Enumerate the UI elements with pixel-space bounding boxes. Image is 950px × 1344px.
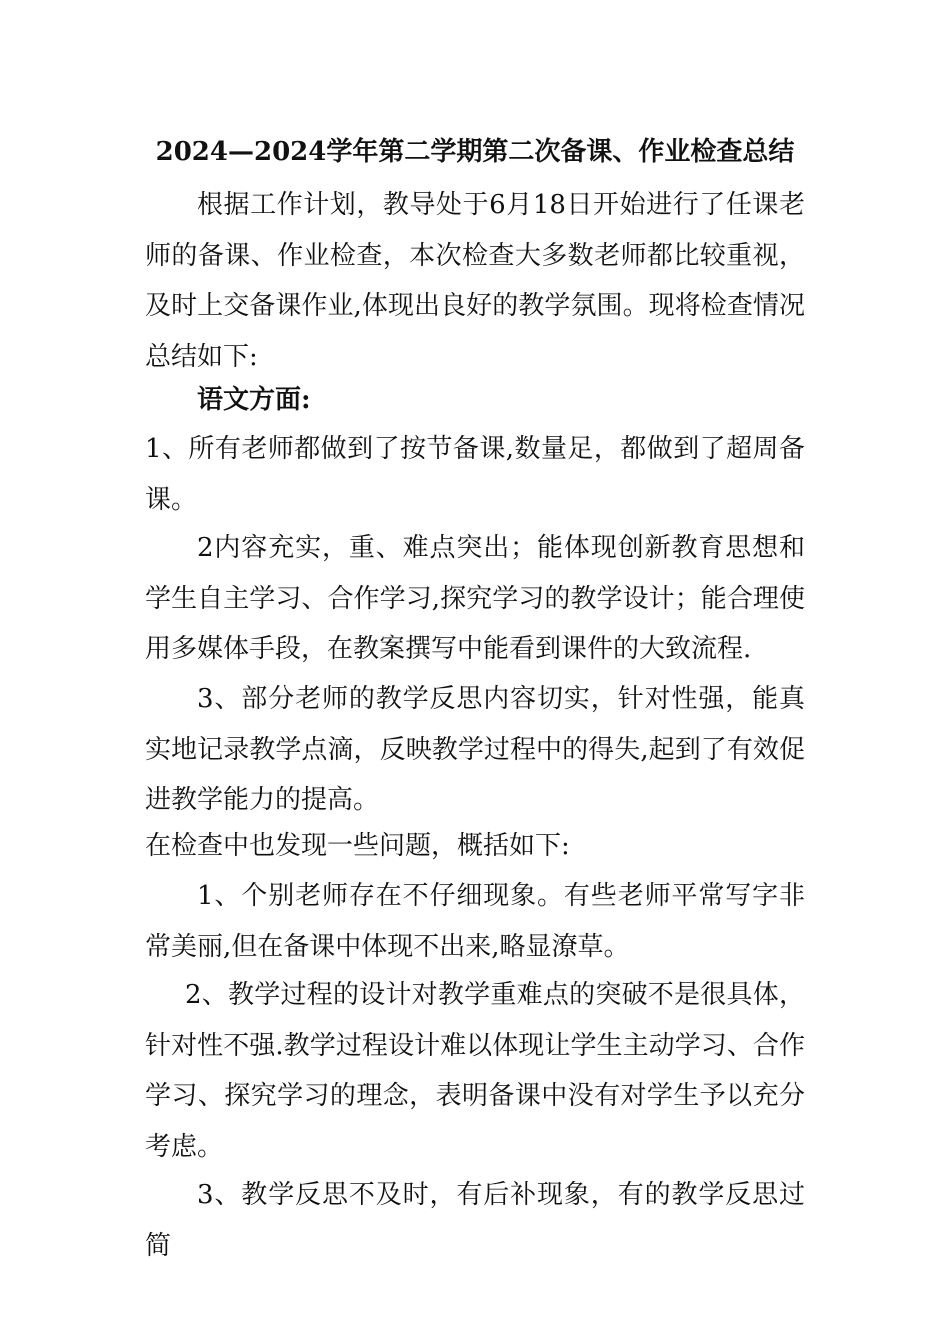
section-heading: 语文方面: [197,385,311,415]
list-item: 2内容充实，重、难点突出；能体现创新教育思想和学生自主学习、合作学习,探究学习的教学设计；能合理使用多媒体手段，在教案撰写中能看到课件的大致流程. [145,533,805,664]
list-item: 3、部分老师的教学反思内容切实，针对性强，能真实地记录教学点滴，反映教学过程中的得失,起到了有效促进教学能力的提高。 [145,684,805,815]
intro-paragraph: 根据工作计划，教导处于6月18日开始进行了任课老师的备课、作业检查，本次检查大多数老师都比较重视，及时上交备课作业,体现出良好的教学氛围。现将检查情况总结如下: [145,190,805,372]
document-title: 2024—2024学年第二学期第二次备课、作业检查总结 [155,137,795,167]
problem-item: 3、教学反思不及时，有后补现象，有的教学反思过简 [145,1180,805,1261]
problem-item: 2、教学过程的设计对教学重难点的突破不是很具体，针对性不强.教学过程设计难以体现让学生主动学习、合作学习、探究学习的理念，表明备课中没有对学生予以充分考虑。 [145,980,805,1162]
problem-item: 1、个别老师存在不仔细现象。有些老师平常写字非常美丽,但在备课中体现不出来,略显潦草。 [145,881,805,962]
problems-intro: 在检查中也发现一些问题，概括如下: [145,831,570,861]
list-item: 1、所有老师都做到了按节备课,数量足，都做到了超周备课。 [145,434,805,515]
